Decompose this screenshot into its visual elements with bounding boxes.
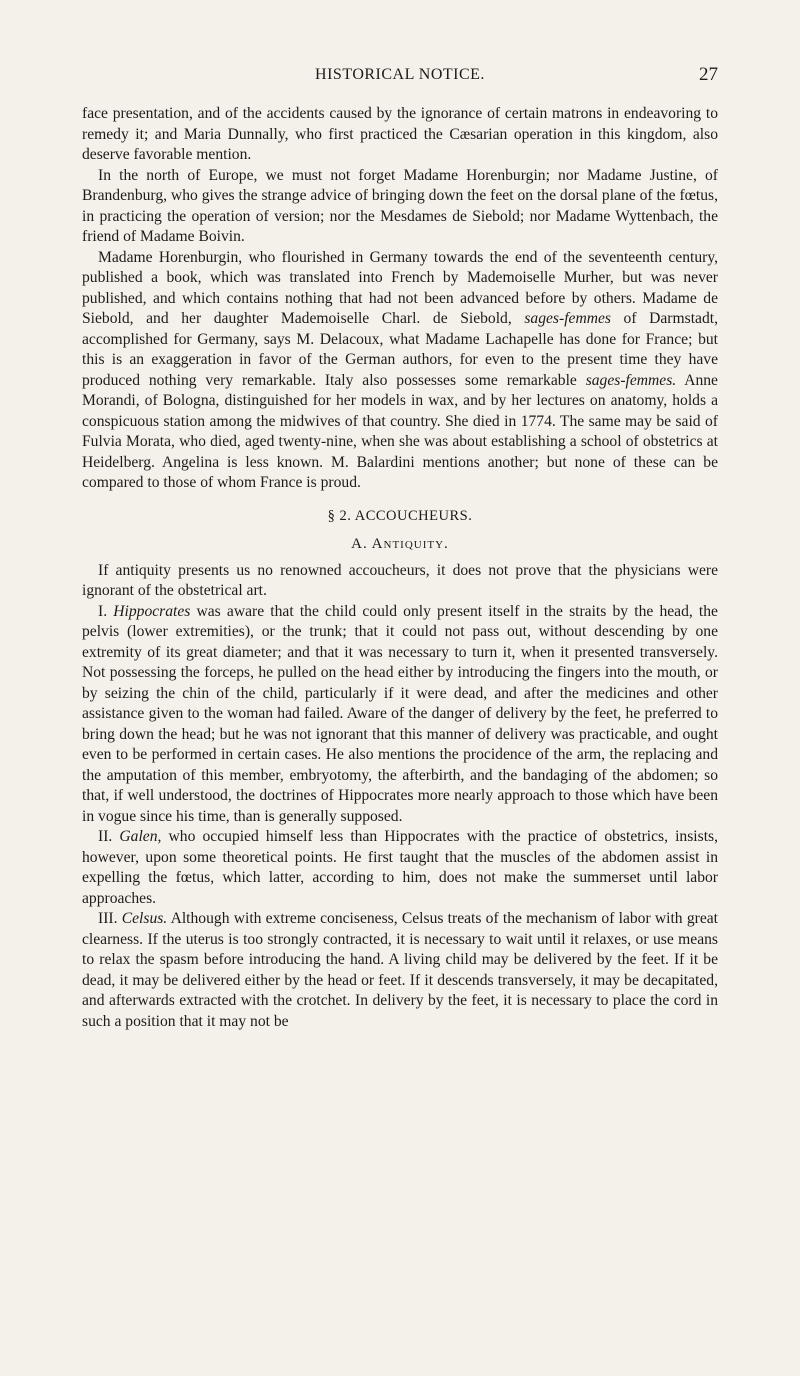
paragraph: II. Galen, who occupied himself less than Hippocrates with the practice of obstetrics, insists, however, upon some theoretical points. He first taught that the muscles of the abdomen assist in expelling the fœtus, which latter, according to him, does not make the summerset until labor approaches.	[82, 828, 718, 907]
author-name: Celsus.	[121, 910, 168, 927]
paragraph: In the north of Europe, we must not forget Madame Horenburgin; nor Madame Justine, of Brandenburg, who gives the strange advice of bringing down the feet on the dorsal plane of the fœtus, in practicing the operation of version; nor the Mesdames de Siebold; nor Madame Wyttenbach, the friend of Madame Boivin.	[82, 166, 718, 245]
paragraph: Madame Horenburgin, who flourished in Germany towards the end of the seventeenth century, published a book, which was translated into French by Mademoiselle Murher, but was never published, and which contains nothing that had not been advanced before by others. Madame de Siebold, and her daughter Mademoiselle Charl. de Siebold, sages-femmes of Darmstadt, accomplished for Germany, says M. Delacoux, what Madame Lachapelle has done for France; but this is an exaggeration in favor of the German authors, for even to the present time they have produced nothing very remarkable. Italy also possesses some remarkable sages-femmes. Anne Morandi, of Bologna, distinguished for her models in wax, and by her lectures on anatomy, holds a conspicuous station among the midwives of that country. She died in 1774. The same may be said of Fulvia Morata, who died, aged twenty-nine, when she was about establishing a school of obstetrics at Heidelberg. Angelina is less known. M. Balardini mentions another; but none of these can be compared to those of whom France is proud.	[82, 248, 718, 491]
body-text	[82, 104, 718, 1032]
italic-term: sages-femmes	[524, 310, 611, 327]
subsection-heading: A. Antiquity.	[351, 536, 449, 552]
author-name: Hippocrates	[113, 602, 191, 620]
paragraph: I. Hippocrates was aware that the child could only present itself in the straits by the head, the pelvis (lower extremities), or the trunk; that it could not pass out, without descending by one extremity of its great diameter; and that it was necessary to turn it, when it presented transversely. Not possessing the forceps, he pulled on the head either by introducing the fingers into the mouth, or by seizing the chin of the child, particularly if it were dead, and after the medicines and other assistance given to the woman had failed. Aware of the danger of delivery by the feet, he preferred to bring down the head; but he was not ignorant that this manner of delivery was practicable, and ought even to be performed in certain cases. He also mentions the procidence of the arm, the replacing and the amputation of this member, embryotomy, the afterbirth, and the bandaging of the abdomen; so that, if well understood, the doctrines of Hippocrates more nearly approach to those which have been in vogue since his time, than is generally supposed.	[82, 602, 718, 825]
page-header	[82, 64, 718, 88]
paragraph: If antiquity presents us no renowned accoucheurs, it does not prove that the physicians were ignorant of the obstetrical art.	[82, 561, 718, 599]
section-heading: § 2. ACCOUCHEURS.	[327, 507, 473, 524]
page-number: 27	[699, 64, 718, 85]
paragraph: III. Celsus. Although with extreme conciseness, Celsus treats of the mechanism of labor with great clearness. If the uterus is too strongly contracted, it is necessary to wait until it relaxes, or use means to relax the spasm before introducing the hand. A living child may be delivered by the feet. If it be dead, it may be delivered either by the head or feet. If it descends transversely, it may be decapitated, and afterwards extracted with the crotchet. In delivery by the feet, it is necessary to place the cord in such a position that it may not be	[82, 910, 718, 1030]
italic-term: sages-femmes.	[585, 371, 677, 389]
author-name: Galen,	[119, 828, 162, 845]
paragraph: face presentation, and of the accidents caused by the ignorance of certain matrons in endeavoring to remedy it; and Maria Dunnally, who first practiced the Cæsarian operation in this kingdom, also deserve favorable mention.	[82, 105, 718, 163]
running-title: HISTORICAL NOTICE.	[315, 66, 485, 83]
